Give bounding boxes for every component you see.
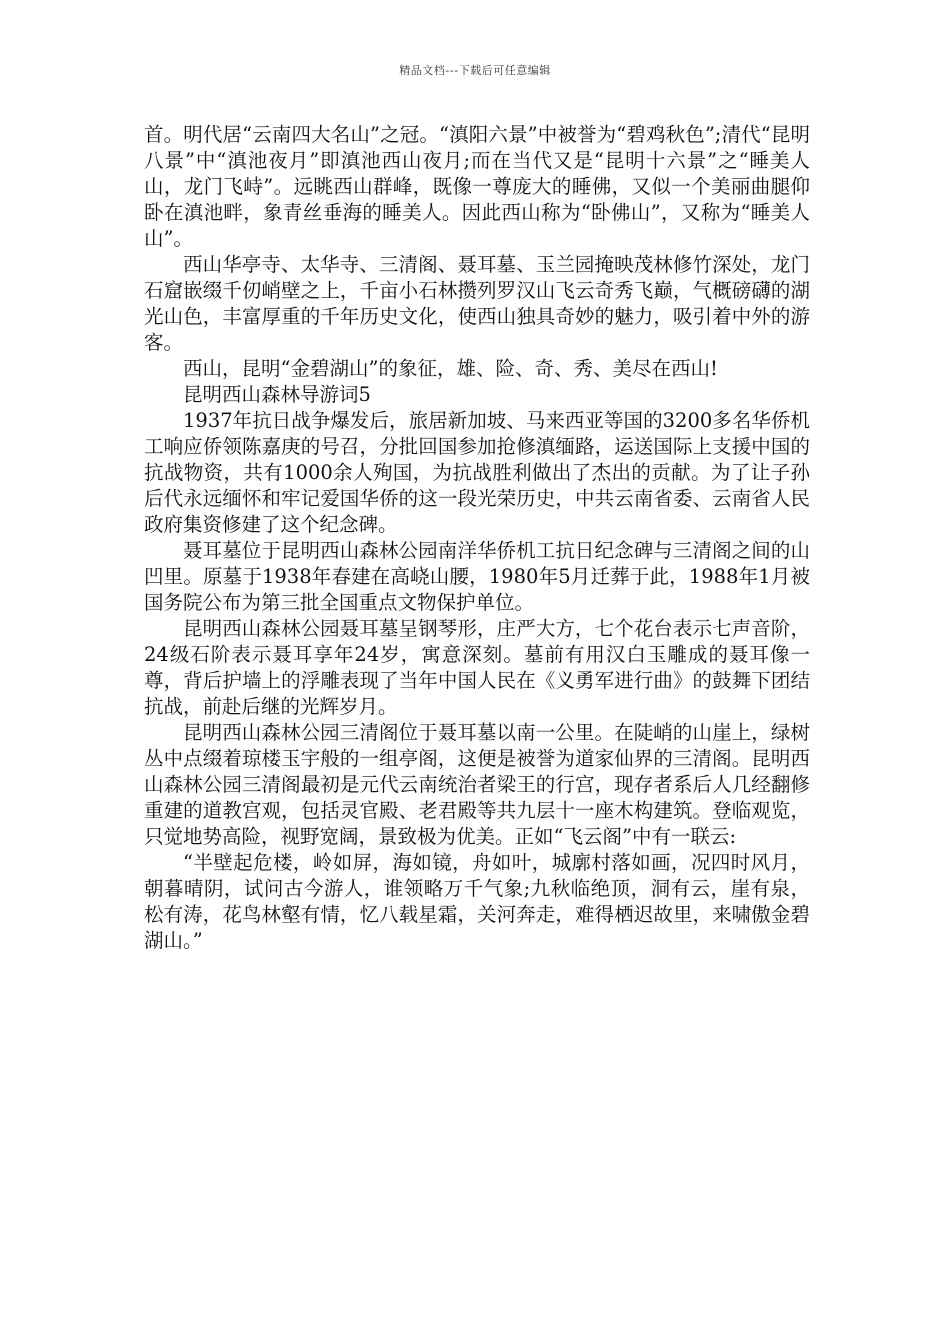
document-body <box>144 122 810 954</box>
paragraph: 西山，昆明“金碧湖山”的象征，雄、险、奇、秀、美尽在西山! <box>183 357 718 380</box>
page-header: 精品文档---下载后可任意编辑 <box>399 64 551 77</box>
paragraph: 1937年抗日战争爆发后，旅居新加坡、马来西亚等国的3200多名华侨机工响应侨领陈嘉庚的号召，分批回国参加抢修滇缅路，运送国际上支援中国的抗战物资，共有1000余人殉国，为抗战胜利做出了杰出的贡献。为了让子孙后代永远缅怀和牢记爱国华侨的这一段光荣历史，中共云南省委、云南省人民政府集资修建了这个纪念碑。 <box>144 409 810 536</box>
paragraph: 昆明西山森林公园三清阁位于聂耳墓以南一公里。在陡峭的山崖上，绿树丛中点缀着琼楼玉宇般的一组亭阁，这便是被誉为道家仙界的三清阁。昆明西山森林公园三清阁最初是元代云南统治者梁王的行宫，现存者系后人几经翻修重建的道教宫观，包括灵官殿、老君殿等共九层十一座木构建筑。登临观览，只觉地势高险，视野宽阔，景致极为优美。正如“飞云阁”中有一联云: <box>144 721 810 848</box>
paragraph: 昆明西山森林公园聂耳墓呈钢琴形，庄严大方，七个花台表示七声音阶，24级石阶表示聂耳享年24岁，寓意深刻。墓前有用汉白玉雕成的聂耳像一尊，背后护墙上的浮雕表现了当年中国人民在《义勇军进行曲》的鼓舞下团结抗战，前赴后继的光辉岁月。 <box>144 617 810 718</box>
paragraph: 聂耳墓位于昆明西山森林公园南洋华侨机工抗日纪念碑与三清阁之间的山凹里。原墓于1938年春建在高峣山腰，1980年5月迁葬于此，1988年1月被国务院公布为第三批全国重点文物保护单位。 <box>144 539 810 614</box>
paragraph: 西山华亭寺、太华寺、三清阁、聂耳墓、玉兰园掩映茂林修竹深处，龙门石窟嵌缀千仞峭壁之上，千亩小石林攒列罗汉山飞云奇秀飞巅，气概磅礴的湖光山色，丰富厚重的千年历史文化，使西山独具奇妙的魅力，吸引着中外的游客。 <box>144 253 810 354</box>
section-heading: 昆明西山森林导游词5 <box>183 383 371 406</box>
paragraph: “半壁起危楼，岭如屏，海如镜，舟如叶，城廓村落如画，况四时风月，朝暮晴阴，试问古今游人，谁领略万千气象;九秋临绝顶，洞有云，崖有泉，松有涛，花鸟林壑有情，忆八载星霜，关河奔走，难得栖迟故里，来啸傲金碧湖山。” <box>144 851 810 952</box>
paragraph: 首。明代居“云南四大名山”之冠。“滇阳六景”中被誉为“碧鸡秋色”;清代“昆明八景”中“滇池夜月”即滇池西山夜月;而在当代又是“昆明十六景”之“睡美人山，龙门飞峙”。远眺西山群峰，既像一尊庞大的睡佛，又似一个美丽曲腿仰卧在滇池畔，象青丝垂海的睡美人。因此西山称为“卧佛山”，又称为“睡美人山”。 <box>144 123 810 250</box>
